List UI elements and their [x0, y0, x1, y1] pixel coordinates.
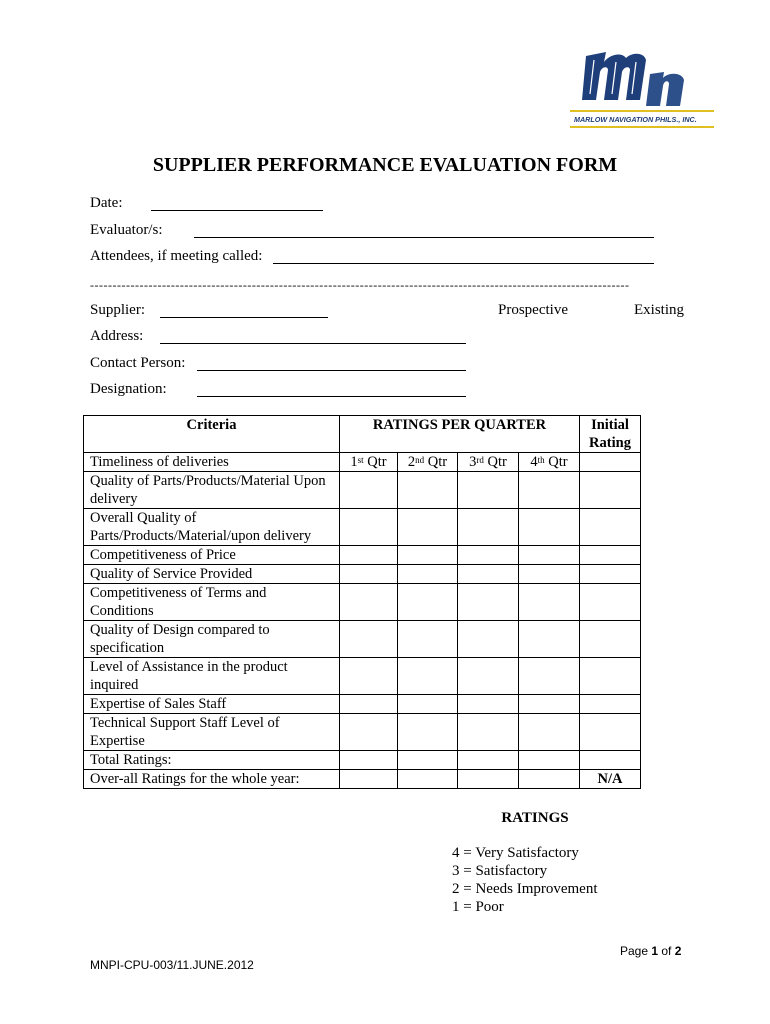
initial-rating-cell[interactable] — [580, 770, 641, 789]
quarter-suffix: nd — [415, 455, 425, 465]
quarter-label: Qtr — [424, 454, 448, 470]
ratings-per-quarter-header: RATINGS PER QUARTER — [340, 416, 580, 453]
quarter-rating-cell[interactable] — [398, 509, 458, 546]
quarter-label: Qtr — [363, 454, 387, 470]
quarter-label: Qtr — [483, 454, 507, 470]
criteria-cell: Quality of Parts/Products/Material Upon delivery — [84, 472, 340, 509]
quarter-rating-cell[interactable] — [398, 658, 458, 695]
quarter-number: 4 — [530, 454, 538, 470]
quarter-rating-cell[interactable] — [398, 714, 458, 751]
quarter-rating-cell[interactable] — [398, 695, 458, 714]
form-title: SUPPLIER PERFORMANCE EVALUATION FORM — [152, 154, 618, 176]
rating-1: 1 = Poor — [452, 899, 504, 915]
criteria-row — [84, 453, 641, 472]
criteria-cell: Competitiveness of Price — [84, 546, 340, 565]
criteria-row — [84, 751, 641, 770]
quarter-rating-cell[interactable] — [340, 621, 398, 658]
page-prefix: Page — [620, 944, 652, 958]
criteria-row — [84, 565, 641, 584]
quarter-rating-cell[interactable] — [340, 584, 398, 621]
initial-rating-cell[interactable] — [580, 751, 641, 770]
prospective-option[interactable]: Prospective — [498, 302, 568, 318]
initial-rating-header — [580, 416, 641, 453]
quarter-number: 2 — [407, 454, 416, 470]
quarter-rating-cell[interactable] — [519, 453, 580, 472]
evaluator-label: Evaluator/s: — [90, 222, 163, 238]
quarter-rating-cell[interactable] — [458, 453, 519, 472]
criteria-cell: Timeliness of deliveries — [84, 453, 340, 472]
quarter-rating-cell[interactable] — [340, 509, 398, 546]
evaluation-table — [83, 415, 641, 789]
initial-rating-cell[interactable] — [580, 584, 641, 621]
quarter-rating-cell[interactable] — [458, 695, 519, 714]
quarter-suffix: st — [357, 455, 364, 465]
initial-rating-cell[interactable] — [580, 695, 641, 714]
quarter-rating-cell[interactable] — [398, 565, 458, 584]
quarter-rating-cell[interactable] — [398, 453, 458, 472]
quarter-rating-cell[interactable] — [340, 751, 398, 770]
quarter-rating-cell[interactable] — [340, 565, 398, 584]
quarter-suffix: rd — [476, 455, 484, 465]
document-code: MNPI-CPU-003/11.JUNE.2012 — [90, 958, 254, 972]
criteria-row — [84, 472, 641, 509]
quarter-rating-cell[interactable] — [519, 770, 580, 789]
dashed-separator: ------------------------------------------------------------------------------------------------------------------------ — [90, 278, 630, 292]
quarter-rating-cell[interactable] — [398, 770, 458, 789]
address-label: Address: — [90, 328, 144, 344]
quarter-rating-cell[interactable] — [519, 472, 580, 509]
existing-option[interactable]: Existing — [634, 302, 685, 318]
quarter-rating-cell[interactable] — [458, 770, 519, 789]
attendees-field[interactable] — [273, 263, 654, 264]
final-initial-rating: N/A — [597, 771, 623, 787]
quarter-rating-cell[interactable] — [519, 751, 580, 770]
quarter-rating-cell[interactable] — [340, 695, 398, 714]
quarter-rating-cell[interactable] — [458, 472, 519, 509]
page-number — [620, 944, 681, 958]
quarter-rating-cell[interactable] — [398, 621, 458, 658]
quarter-rating-cell[interactable] — [519, 584, 580, 621]
logo-company-name: MARLOW NAVIGATION PHILS., INC. — [574, 115, 697, 124]
criteria-row — [84, 546, 641, 565]
evaluation-rows — [84, 453, 641, 789]
attendees-label: Attendees, if meeting called: — [90, 248, 263, 264]
contact-person-field[interactable] — [197, 370, 466, 371]
page-of: of — [658, 944, 675, 958]
quarter-number: 3 — [469, 454, 477, 470]
quarter-rating-cell[interactable] — [340, 658, 398, 695]
initial-rating-cell[interactable] — [580, 546, 641, 565]
evaluator-field[interactable] — [194, 237, 654, 238]
initial-rating-cell[interactable] — [580, 509, 641, 546]
quarter-rating-cell[interactable] — [519, 658, 580, 695]
page-current: 1 — [651, 944, 659, 958]
ratings-title: RATINGS — [501, 810, 569, 826]
ratings-list — [452, 844, 598, 916]
criteria-cell: Expertise of Sales Staff — [84, 695, 340, 714]
quarter-rating-cell[interactable] — [458, 714, 519, 751]
criteria-row — [84, 695, 641, 714]
quarter-rating-cell[interactable] — [519, 714, 580, 751]
initial-rating-header-line1: Initial — [591, 417, 629, 433]
contact-person-label: Contact Person: — [90, 355, 186, 371]
initial-rating-cell[interactable] — [580, 714, 641, 751]
criteria-row — [84, 621, 641, 658]
quarter-number: 1 — [350, 454, 358, 470]
criteria-row — [84, 770, 641, 789]
date-label: Date: — [90, 195, 123, 211]
criteria-cell: Competitiveness of Terms and Conditions — [84, 584, 340, 621]
initial-rating-cell[interactable] — [580, 621, 641, 658]
initial-rating-cell[interactable] — [580, 565, 641, 584]
criteria-row — [84, 658, 641, 695]
quarter-rating-cell[interactable] — [458, 584, 519, 621]
quarter-rating-cell[interactable] — [519, 509, 580, 546]
quarter-rating-cell[interactable] — [519, 546, 580, 565]
criteria-cell: Level of Assistance in the product inquired — [84, 658, 340, 695]
quarter-rating-cell[interactable] — [458, 751, 519, 770]
quarter-rating-cell[interactable] — [398, 751, 458, 770]
rating-2: 2 = Needs Improvement — [452, 881, 598, 897]
rating-3: 3 = Satisfactory — [452, 863, 548, 879]
criteria-cell: Total Ratings: — [84, 751, 340, 770]
quarter-rating-cell[interactable] — [340, 453, 398, 472]
quarter-rating-cell[interactable] — [458, 509, 519, 546]
quarter-rating-cell[interactable] — [458, 658, 519, 695]
quarter-rating-cell[interactable] — [458, 621, 519, 658]
supplier-label: Supplier: — [90, 302, 145, 318]
company-logo — [564, 44, 716, 134]
initial-rating-cell[interactable] — [580, 658, 641, 695]
initial-rating-header-line2: Rating — [589, 435, 631, 451]
supplier-field[interactable] — [160, 317, 328, 318]
quarter-rating-cell[interactable] — [340, 546, 398, 565]
criteria-cell: Overall Quality of Parts/Products/Material/upon delivery — [84, 509, 340, 546]
quarter-rating-cell[interactable] — [398, 472, 458, 509]
quarter-rating-cell[interactable] — [398, 546, 458, 565]
designation-field[interactable] — [197, 396, 466, 397]
quarter-rating-cell[interactable] — [458, 546, 519, 565]
quarter-rating-cell[interactable] — [340, 770, 398, 789]
quarter-rating-cell[interactable] — [340, 472, 398, 509]
quarter-rating-cell[interactable] — [398, 584, 458, 621]
quarter-rating-cell[interactable] — [519, 695, 580, 714]
criteria-row — [84, 584, 641, 621]
rating-4: 4 = Very Satisfactory — [452, 845, 579, 861]
criteria-cell: Quality of Service Provided — [84, 565, 340, 584]
criteria-row — [84, 714, 641, 751]
quarter-rating-cell[interactable] — [458, 565, 519, 584]
quarter-label: Qtr — [544, 454, 568, 470]
initial-rating-cell[interactable] — [580, 472, 641, 509]
criteria-cell: Quality of Design compared to specification — [84, 621, 340, 658]
criteria-row — [84, 509, 641, 546]
quarter-rating-cell[interactable] — [519, 621, 580, 658]
address-field[interactable] — [160, 343, 466, 344]
criteria-cell: Technical Support Staff Level of Expertise — [84, 714, 340, 751]
quarter-rating-cell[interactable] — [340, 714, 398, 751]
criteria-header: Criteria — [84, 416, 340, 453]
quarter-rating-cell[interactable] — [519, 565, 580, 584]
criteria-cell: Over-all Ratings for the whole year: — [84, 770, 340, 789]
initial-rating-cell[interactable] — [580, 453, 641, 472]
page-total: 2 — [674, 944, 682, 958]
quarter-suffix: th — [537, 455, 545, 465]
date-field[interactable] — [151, 210, 323, 211]
designation-label: Designation: — [90, 381, 167, 397]
